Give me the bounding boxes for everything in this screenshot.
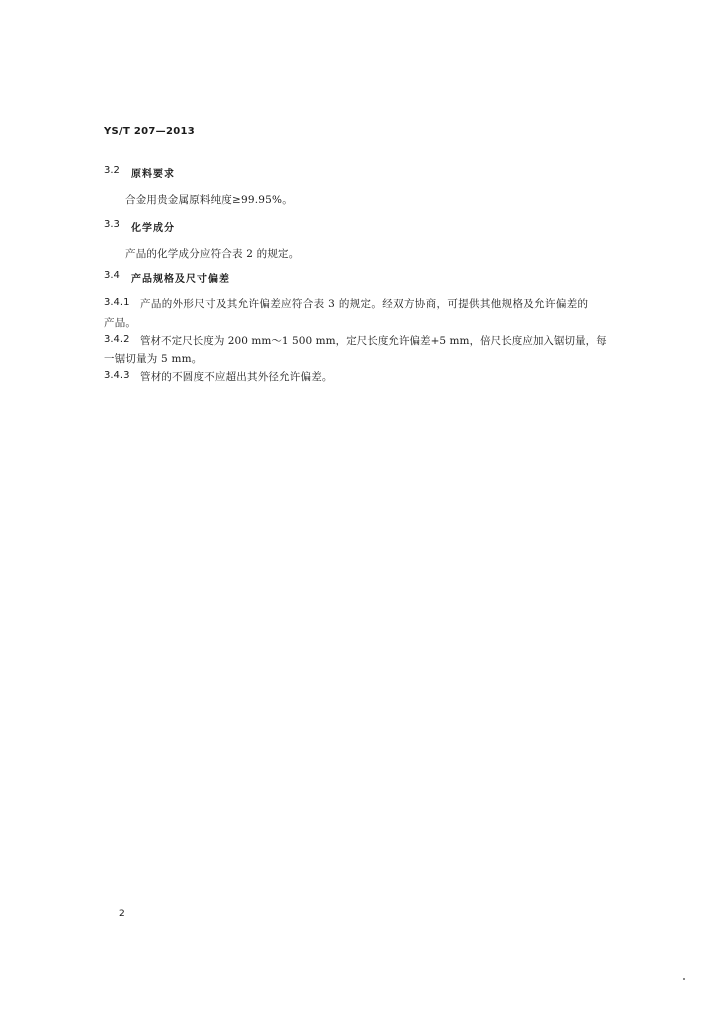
subsection-number-3-4-3: 3.4.3 [104, 370, 130, 381]
subsection-number-3-4-2: 3.4.2 [104, 334, 130, 345]
section-text-3-3: 产品的化学成分应符合表 2 的规定。 [125, 248, 300, 260]
section-text-3-2: 合金用贵金属原料纯度≥99.95%。 [125, 194, 293, 206]
section-number-3-2: 3.2 [104, 165, 120, 176]
subsection-text-3-4-1-line2: 产品。 [104, 317, 137, 329]
page-number: 2 [119, 909, 125, 919]
scan-speck [683, 978, 685, 980]
subsection-number-3-4-1: 3.4.1 [104, 297, 130, 308]
section-title-3-4: 产品规格及尺寸偏差 [131, 274, 230, 285]
subsection-text-3-4-2-line1: 管材不定尺长度为 200 mm～1 500 mm，定尺长度允许偏差+5 mm，倍尺长度应加入锯切量，每 [140, 335, 607, 347]
section-number-3-3: 3.3 [104, 219, 120, 230]
section-title-3-3: 化学成分 [131, 223, 175, 234]
subsection-text-3-4-3: 管材的不圆度不应超出其外径允许偏差。 [140, 371, 333, 383]
standard-code-header: YS/T 207—2013 [104, 126, 196, 137]
section-title-3-2: 原料要求 [131, 169, 175, 180]
section-number-3-4: 3.4 [104, 270, 120, 281]
subsection-text-3-4-1-line1: 产品的外形尺寸及其允许偏差应符合表 3 的规定。经双方协商，可提供其他规格及允许偏差的 [140, 298, 589, 310]
subsection-text-3-4-2-line2: 一锯切量为 5 mm。 [104, 353, 203, 365]
